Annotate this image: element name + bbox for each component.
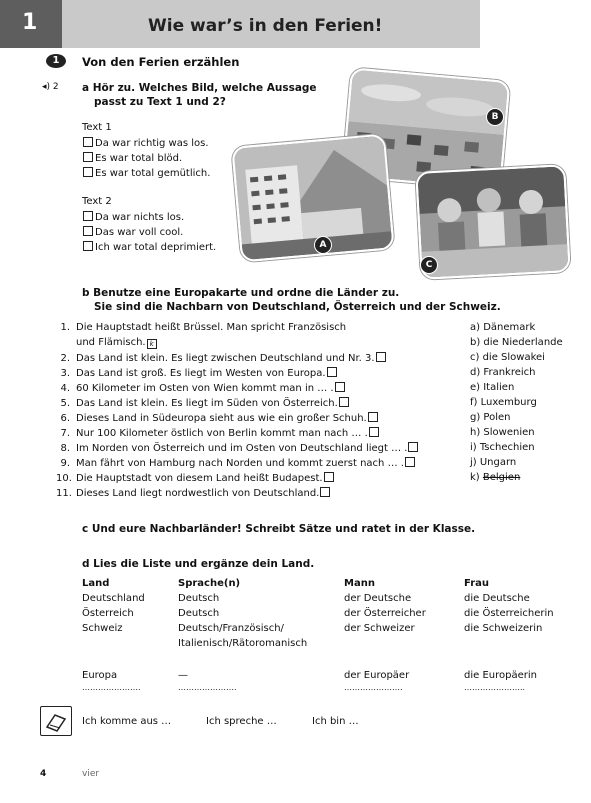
photo-label-a: A (314, 236, 332, 254)
answer-box[interactable] (408, 442, 418, 452)
answer-box[interactable] (324, 472, 334, 482)
text2-option-2[interactable]: Das war voll cool. (82, 226, 183, 239)
statement-item: 3. Das Land ist groß. Es liegt im Westen von Europa. (56, 367, 339, 380)
country-item: j) Ungarn (470, 457, 517, 468)
country-item: c) die Slowakei (470, 352, 545, 363)
friends-table-image (417, 166, 568, 277)
section-title: Von den Ferien erzählen (82, 55, 240, 69)
photo-c-friends (415, 164, 570, 280)
country-k-name: Belgien (482, 472, 521, 483)
audio-marker[interactable] (42, 82, 59, 92)
text1-label: Text 1 (82, 122, 112, 133)
statement-item: 2. Das Land ist klein. Es liegt zwischen Deutschland und Nr. 3. (56, 352, 388, 365)
writing-prompt: Ich bin … (312, 716, 359, 727)
table-cell: Italienisch/Rätoromanisch (178, 638, 308, 649)
page-number: 4 (40, 769, 47, 779)
statement-item: 9. Man fährt von Hamburg nach Norden und kommt zuerst nach … . (56, 457, 417, 470)
table-header: Sprache(n) (178, 578, 241, 589)
checkbox[interactable] (83, 211, 93, 221)
checkbox[interactable] (83, 241, 93, 251)
table-header: Land (82, 578, 110, 589)
country-item-k: k) Belgien (470, 472, 521, 483)
checkbox[interactable] (83, 167, 93, 177)
section-number: 1 (52, 55, 60, 66)
fill-in-blank[interactable]: …………………. (178, 683, 237, 692)
country-item: a) Dänemark (470, 322, 536, 333)
writing-prompt: Ich komme aus … (82, 716, 172, 727)
notebook-icon (40, 706, 72, 736)
audio-track: 2 (52, 82, 59, 92)
photo-label-c: C (420, 256, 438, 274)
statement-item: 4. 60 Kilometer im Osten von Wien kommt man in … . (56, 382, 347, 395)
country-item: e) Italien (470, 382, 515, 393)
pencil-notebook-icon (41, 707, 71, 735)
table-cell: Deutsch (178, 608, 220, 619)
hotel-mountain-image (233, 136, 392, 261)
answer-box[interactable] (335, 382, 345, 392)
country-item: d) Frankreich (470, 367, 536, 378)
table-cell: die Europäerin (464, 670, 537, 681)
table-cell: der Deutsche (344, 593, 412, 604)
photo-a-hotel (231, 134, 395, 263)
table-cell: die Deutsche (464, 593, 530, 604)
country-item: g) Polen (470, 412, 511, 423)
text2-label: Text 2 (82, 196, 112, 207)
fill-in-blank[interactable]: …………………. (82, 683, 141, 692)
table-cell: die Österreicherin (464, 608, 554, 619)
country-item: i) Tschechien (470, 442, 535, 453)
answer-box[interactable] (368, 412, 378, 422)
statement-item: 6. Dieses Land in Südeuropa sieht aus wie ein großer Schuh. (56, 412, 380, 425)
answer-box[interactable]: k (147, 339, 157, 349)
table-cell: Europa (82, 670, 118, 681)
nationality-table (82, 578, 582, 698)
fill-in-blank[interactable]: ………………….. (464, 683, 526, 692)
answer-box[interactable] (405, 457, 415, 467)
answer-box[interactable] (376, 352, 386, 362)
checkbox[interactable] (83, 226, 93, 236)
statement-item: und Flämisch. k (56, 337, 159, 349)
answer-box[interactable] (320, 487, 330, 497)
statement-item: 7. Nur 100 Kilometer östlich von Berlin kommt man nach … . (56, 427, 381, 440)
statement-item: 10. Die Hauptstadt von diesem Land heißt Budapest. (56, 472, 336, 485)
country-item: h) Slowenien (470, 427, 535, 438)
table-cell: — (178, 670, 188, 681)
table-cell: der Schweizer (344, 623, 415, 634)
chapter-number-box (0, 0, 62, 48)
table-cell: Deutschland (82, 593, 145, 604)
table-cell: der Europäer (344, 670, 410, 681)
table-cell: Schweiz (82, 623, 123, 634)
table-header: Frau (464, 578, 489, 589)
task-d-title: d Lies die Liste und ergänze dein Land. (82, 558, 315, 570)
task-b-line2: Sie sind die Nachbarn von Deutschland, Österreich und der Schweiz. (94, 301, 501, 313)
answer-box[interactable] (339, 397, 349, 407)
checkbox[interactable] (83, 137, 93, 147)
table-header: Mann (344, 578, 375, 589)
task-b-line1: b Benutze eine Europakarte und ordne die Länder zu. (82, 287, 400, 299)
table-cell: Österreich (82, 608, 134, 619)
table-cell: die Schweizerin (464, 623, 543, 634)
chapter-title: Wie war’s in den Ferien! (148, 16, 383, 36)
task-c: c Und eure Nachbarländer! Schreibt Sätze und ratet in der Klasse. (82, 523, 476, 535)
text1-option-3[interactable]: Es war total gemütlich. (82, 167, 210, 180)
section-number-badge (46, 54, 66, 68)
text2-option-1[interactable]: Da war nichts los. (82, 211, 184, 224)
statement-item: 5. Das Land ist klein. Es liegt im Süden von Österreich. (56, 397, 351, 410)
table-cell: Deutsch/Französisch/ (178, 623, 284, 634)
task-a-line2: passt zu Text 1 und 2? (94, 96, 226, 108)
statement-item: 8. Im Norden von Österreich und im Osten von Deutschland liegt … . (56, 442, 420, 455)
speaker-icon: ◂) (42, 82, 51, 92)
chapter-number: 1 (22, 10, 38, 35)
writing-prompt: Ich spreche … (206, 716, 277, 727)
answer-box[interactable] (327, 367, 337, 377)
photo-label-b: B (486, 108, 504, 126)
text2-option-3[interactable]: Ich war total deprimiert. (82, 241, 216, 254)
country-item: b) die Niederlande (470, 337, 563, 348)
statement-item: 11. Dieses Land liegt nordwestlich von Deutschland. (56, 487, 332, 500)
text1-option-1[interactable]: Da war richtig was los. (82, 137, 209, 150)
statement-item: 1. Die Hauptstadt heißt Brüssel. Man spricht Französisch (60, 322, 347, 333)
task-a-line1: a Hör zu. Welches Bild, welche Aussage (82, 82, 317, 94)
fill-in-blank[interactable]: …………………. (344, 683, 403, 692)
table-cell: der Österreicher (344, 608, 426, 619)
answer-box[interactable] (369, 427, 379, 437)
table-cell: Deutsch (178, 593, 220, 604)
country-item: f) Luxemburg (470, 397, 537, 408)
text1-option-2[interactable]: Es war total blöd. (82, 152, 182, 165)
page-word: vier (82, 769, 100, 779)
checkbox[interactable] (83, 152, 93, 162)
